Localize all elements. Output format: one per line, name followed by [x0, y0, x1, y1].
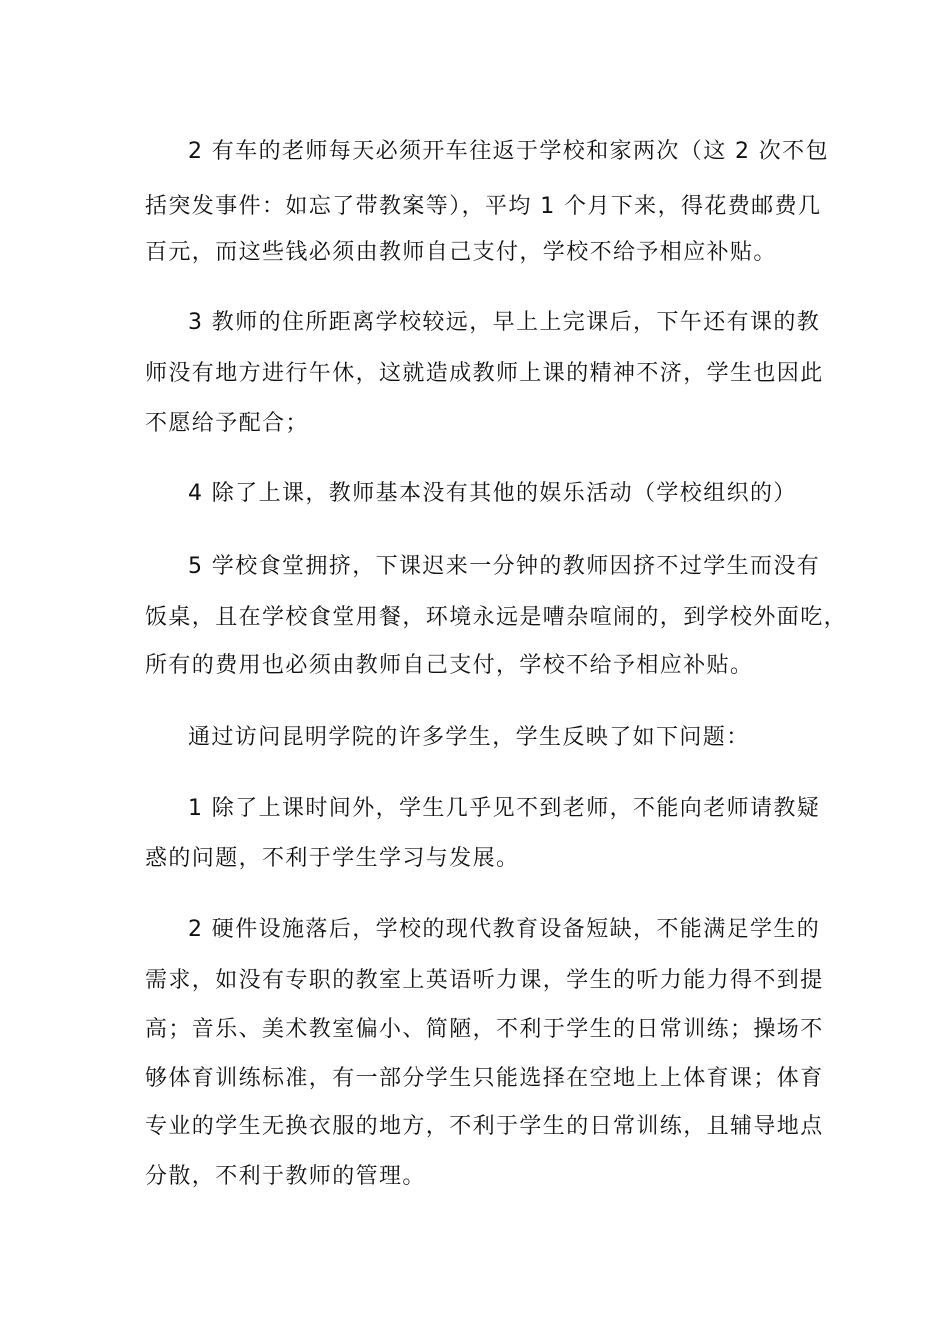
paragraph-line: 所有的费用也必须由教师自己支付，学校不给予相应补贴。: [145, 653, 754, 678]
paragraph-line: 括突发事件：如忘了带教案等），平均 1 个月下来，得花费邮费几: [145, 194, 822, 219]
paragraph-line: 2 硬件设施落后，学校的现代教育设备短缺，不能满足学生的: [188, 917, 821, 942]
paragraph-line: 分散，不利于教师的管理。: [145, 1164, 426, 1189]
paragraph-line: 高；音乐、美术教室偏小、简陋，不利于学生的日常训练；操场不: [145, 1017, 824, 1042]
paragraph-line: 够体育训练标准，有一部分学生只能选择在空地上上体育课；体育: [145, 1066, 824, 1091]
paragraph-line: 专业的学生无换衣服的地方，不利于学生的日常训练，且辅导地点: [145, 1114, 824, 1139]
paragraph-line: 饭桌，且在学校食堂用餐，环境永远是嘈杂喧闹的，到学校外面吃，: [145, 605, 848, 630]
paragraph-line: 3 教师的住所距离学校较远，早上上完课后，下午还有课的教: [188, 310, 821, 335]
paragraph-line: 2 有车的老师每天必须开车往返于学校和家两次（这 2 次不包: [188, 139, 829, 164]
paragraph-line: 需求，如没有专职的教室上英语听力课，学生的听力能力得不到提: [145, 968, 824, 993]
paragraph-line: 1 除了上课时间外，学生几乎见不到老师，不能向老师请教疑: [188, 796, 821, 821]
paragraph-line: 百元，而这些钱必须由教师自己支付，学校不给予相应补贴。: [145, 240, 777, 265]
paragraph-line: 师没有地方进行午休，这就造成教师上课的精神不济，学生也因此: [145, 361, 824, 386]
paragraph-line: 不愿给予配合；: [145, 411, 309, 436]
paragraph-line: 5 学校食堂拥挤，下课迟来一分钟的教师因挤不过学生而没有: [188, 554, 821, 579]
paragraph-line: 惑的问题，不利于学生学习与发展。: [145, 846, 520, 871]
paragraph-line: 通过访问昆明学院的许多学生，学生反映了如下问题：: [188, 725, 750, 750]
paragraph-line: 4 除了上课，教师基本没有其他的娱乐活动（学校组织的）: [188, 481, 797, 506]
